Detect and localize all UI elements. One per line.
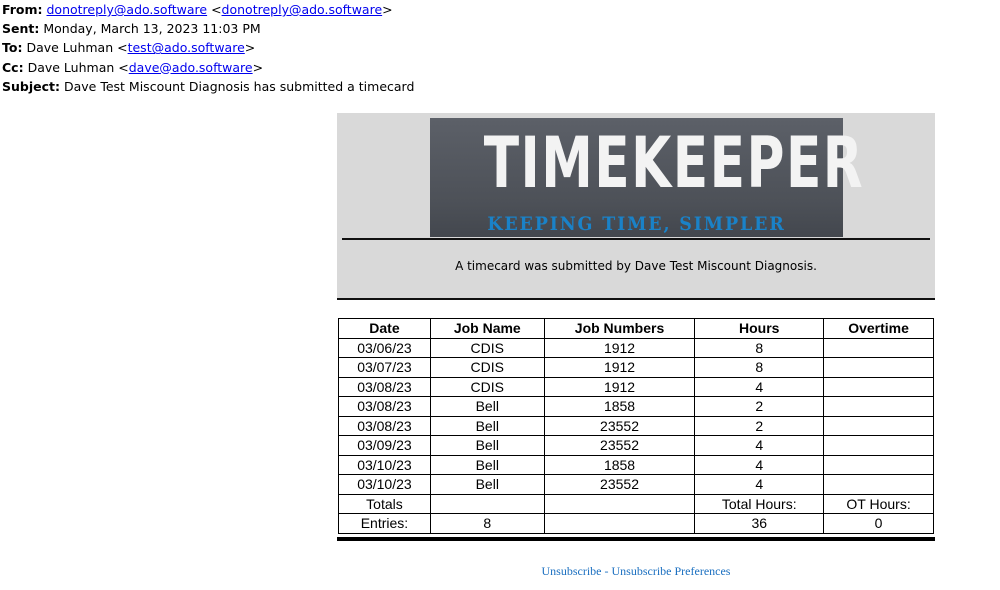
header-job-name: Job Name: [430, 319, 544, 339]
cell-job-number: 1858: [544, 397, 695, 417]
cell-job-name: Bell: [430, 455, 544, 475]
unsubscribe-preferences-link[interactable]: Unsubscribe Preferences: [611, 564, 731, 578]
logo-title: TIMEKEEPER: [483, 122, 865, 204]
table-row: [339, 416, 934, 436]
logo-tagline: KEEPING TIME, SIMPLER: [487, 213, 786, 235]
cell-overtime: [824, 397, 934, 417]
cell-date: 03/09/23: [339, 436, 431, 456]
cell-overtime: [824, 436, 934, 456]
cell-job-name: Bell: [430, 436, 544, 456]
cell-job-name: Bell: [430, 397, 544, 417]
cell-job-number: 23552: [544, 475, 695, 495]
footer-links: [337, 564, 935, 579]
sent-value: Monday, March 13, 2023 11:03 PM: [43, 21, 261, 37]
cell-overtime: [824, 455, 934, 475]
cell-job-number: 1912: [544, 358, 695, 378]
header-hours: Hours: [695, 319, 824, 339]
cell-hours: 4: [695, 455, 824, 475]
timecard-table: [338, 318, 934, 534]
to-label: To:: [2, 40, 23, 56]
to-name: Dave Luhman: [26, 40, 114, 56]
cell-job-number: 1912: [544, 377, 695, 397]
cell-overtime: [824, 358, 934, 378]
cell-job-number: 1858: [544, 455, 695, 475]
cc-row: Cc: Dave Luhman <dave@ado.software>: [2, 59, 264, 75]
to-address-link[interactable]: test@ado.software: [127, 40, 245, 56]
cell-hours: 2: [695, 416, 824, 436]
total-hours-value: 36: [695, 514, 824, 534]
totals-blank-1: [430, 494, 544, 514]
cell-overtime: [824, 475, 934, 495]
cell-overtime: [824, 338, 934, 358]
entries-count: 8: [430, 514, 544, 534]
cell-job-name: Bell: [430, 475, 544, 495]
subject-row: [2, 77, 414, 96]
cell-date: 03/10/23: [339, 455, 431, 475]
cell-hours: 8: [695, 358, 824, 378]
entries-label: Entries:: [339, 514, 431, 534]
table-row: [339, 436, 934, 456]
from-label: From:: [2, 2, 43, 17]
cc-name: Dave Luhman: [27, 59, 115, 75]
to-row: To: Dave Luhman <test@ado.software>: [2, 40, 256, 56]
cell-job-number: 1912: [544, 338, 695, 358]
unsubscribe-link[interactable]: Unsubscribe: [541, 564, 602, 578]
cell-hours: 4: [695, 475, 824, 495]
cell-hours: 4: [695, 436, 824, 456]
cell-job-number: 23552: [544, 436, 695, 456]
table-header-row: [339, 319, 934, 339]
cell-overtime: [824, 377, 934, 397]
table-row: [339, 338, 934, 358]
sent-row: [2, 19, 414, 38]
cc-address-link[interactable]: dave@ado.software: [128, 59, 253, 75]
cell-hours: 4: [695, 377, 824, 397]
subject-label: Subject:: [2, 78, 60, 94]
banner-bottom-rule: [337, 298, 935, 300]
from-row: From: donotreply@ado.software <donotreply@ado.software>: [2, 2, 393, 17]
cc-label: Cc:: [2, 59, 24, 75]
header-overtime: Overtime: [824, 319, 934, 339]
subject-value: Dave Test Miscount Diagnosis has submitted a timecard: [63, 78, 415, 94]
totals-blank-2: [544, 494, 695, 514]
header-date: Date: [339, 319, 431, 339]
table-row: [339, 455, 934, 475]
cell-job-name: Bell: [430, 416, 544, 436]
sent-label: Sent:: [2, 21, 40, 37]
table-row: [339, 397, 934, 417]
from-name-link[interactable]: donotreply@ado.software: [46, 2, 208, 17]
cell-date: 03/08/23: [339, 397, 431, 417]
timekeeper-banner: [337, 113, 935, 300]
cell-date: 03/08/23: [339, 377, 431, 397]
totals-label: Totals: [339, 494, 431, 514]
entries-row: [339, 514, 934, 534]
ot-hours-value: 0: [824, 514, 934, 534]
cell-date: 03/07/23: [339, 358, 431, 378]
from-address-link[interactable]: donotreply@ado.software: [221, 2, 383, 17]
table-row: [339, 358, 934, 378]
timekeeper-logo: [430, 118, 865, 237]
cell-job-number: 23552: [544, 416, 695, 436]
email-header: [2, 0, 414, 96]
footer-separator: -: [601, 564, 612, 578]
cell-job-name: CDIS: [430, 377, 544, 397]
entries-blank: [544, 514, 695, 534]
cell-date: 03/08/23: [339, 416, 431, 436]
cell-hours: 8: [695, 338, 824, 358]
table-row: [339, 475, 934, 495]
header-job-numbers: Job Numbers: [544, 319, 695, 339]
totals-row: [339, 494, 934, 514]
cell-job-name: CDIS: [430, 358, 544, 378]
cell-date: 03/10/23: [339, 475, 431, 495]
table-bottom-rule: [337, 537, 935, 541]
banner-divider: [342, 238, 930, 240]
total-hours-label: Total Hours:: [695, 494, 824, 514]
table-row: [339, 377, 934, 397]
submission-message: A timecard was submitted by Dave Test Miscount Diagnosis.: [455, 259, 817, 273]
cell-date: 03/06/23: [339, 338, 431, 358]
cell-job-name: CDIS: [430, 338, 544, 358]
cell-hours: 2: [695, 397, 824, 417]
cell-overtime: [824, 416, 934, 436]
ot-hours-label: OT Hours:: [824, 494, 934, 514]
